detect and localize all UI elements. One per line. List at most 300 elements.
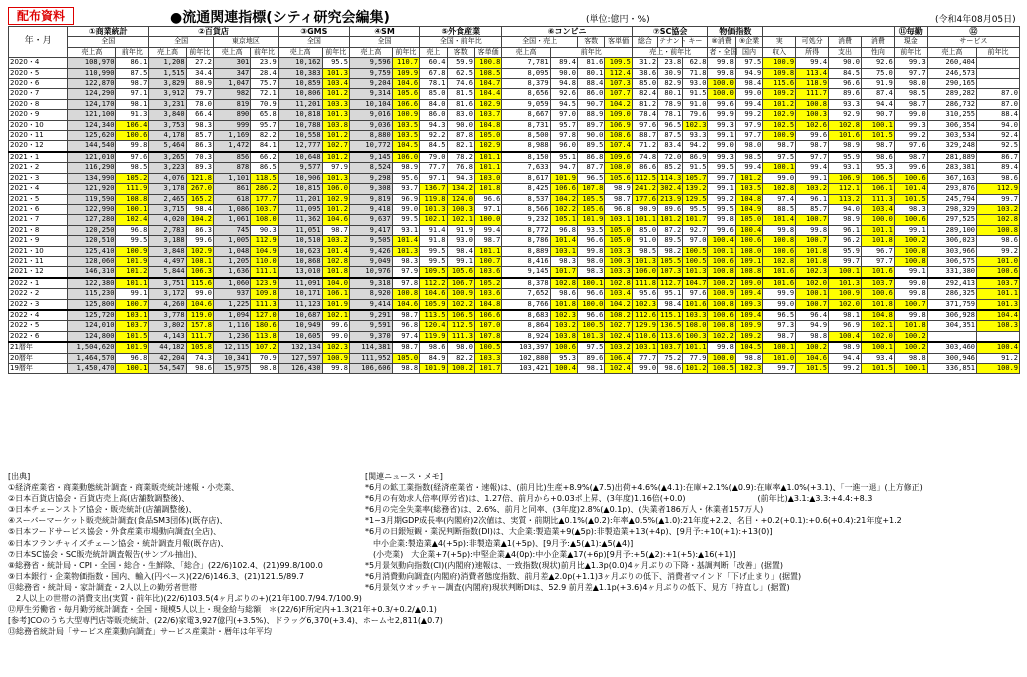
table-cell: 86.6 (632, 163, 657, 173)
table-cell: 107.8 (474, 331, 501, 342)
table-cell: 101.3 (420, 204, 447, 214)
row-label: 2021・7 (9, 215, 68, 225)
table-cell: 87.4 (861, 89, 894, 99)
table-cell: 103.8 (322, 120, 349, 130)
table-cell: 99.5 (708, 204, 735, 214)
table-cell: 101.2 (683, 364, 708, 374)
table-cell: 100.2 (708, 278, 735, 289)
table-cell: 99.8 (708, 68, 735, 78)
table-cell: 1,060 (214, 278, 251, 289)
table-cell: 98.6 (186, 364, 213, 374)
table-cell: 98.7 (861, 141, 894, 152)
table-cell: 99.2 (708, 194, 735, 204)
table-cell: 108,970 (68, 58, 116, 68)
table-cell: 98.7 (474, 236, 501, 246)
table-cell: 98.5 (735, 152, 762, 163)
table-cell: 85.0 (420, 89, 447, 99)
sub-commerce-national: 全国 (68, 37, 149, 47)
table-cell: 118.9 (796, 79, 829, 89)
table-cell: 101.1 (474, 152, 501, 163)
table-cell: 91.8 (420, 236, 447, 246)
table-cell: 97.7 (861, 256, 894, 266)
table-cell: 103.7 (977, 278, 1020, 289)
table-cell: 105.8 (186, 342, 213, 353)
row-label: 20暦年 (9, 353, 68, 363)
table-cell: 82.2 (251, 131, 278, 141)
table-cell: 98.7 (894, 152, 927, 163)
table-cell: 101.6 (829, 131, 862, 141)
table-cell: 99.1 (708, 184, 735, 194)
table-cell: 113.2 (829, 194, 862, 204)
table-cell: 10,772 (349, 141, 392, 152)
table-cell: 100.6 (894, 173, 927, 183)
table-cell: 101.2 (658, 215, 683, 225)
table-cell: 102.4 (605, 331, 632, 342)
table-cell: 101.0 (763, 353, 796, 363)
page-title: ●流通関連指標(シティ研究会編集) (170, 10, 390, 26)
table-cell: 101.4 (550, 236, 577, 246)
table-cell: 109.0 (735, 278, 762, 289)
table-cell: 104.2 (605, 99, 632, 109)
table-cell: 100.6 (708, 310, 735, 321)
group-gms: ③GMS (278, 27, 349, 37)
table-cell: 109.9 (392, 68, 419, 78)
table-cell: 99.5 (116, 236, 149, 246)
table-cell: 281,889 (927, 152, 976, 163)
table-cell: 213.9 (658, 194, 683, 204)
table-cell: 103.3 (474, 353, 501, 363)
table-cell: 99.3 (708, 120, 735, 130)
table-cell: 9,637 (349, 215, 392, 225)
table-cell: 102.0 (861, 331, 894, 342)
table-cell: 8,864 (502, 321, 550, 331)
table-cell: 99.2 (829, 364, 862, 374)
table-cell: 246,573 (927, 68, 976, 78)
table-cell: 100.8 (796, 99, 829, 109)
table-cell: 75.7 (251, 79, 278, 89)
table-cell: 76.8 (447, 163, 474, 173)
table-cell: 1,472 (214, 141, 251, 152)
table-cell: 10,510 (278, 236, 322, 246)
table-cell: 105.6 (447, 267, 474, 278)
table-cell: 78.0 (186, 99, 213, 109)
table-cell: 101.1 (474, 163, 501, 173)
row-label: 2022・6 (9, 331, 68, 342)
table-cell: 124,340 (68, 120, 116, 130)
group-commerce: ①商業統計 (68, 27, 149, 37)
table-cell: 103.2 (977, 204, 1020, 214)
col-domestic: 国内 (735, 47, 762, 57)
table-cell: 100.1 (829, 267, 862, 278)
sources-heading: [出典] (8, 472, 31, 481)
table-cell: 82.9 (658, 79, 683, 89)
table-cell: 99.8 (322, 364, 349, 374)
table-cell: 77.7 (420, 163, 447, 173)
table-cell: 104.6 (186, 299, 213, 310)
table-cell: 2,465 (149, 194, 186, 204)
table-cell: 102.1 (322, 310, 349, 321)
row-label: 2021・12 (9, 267, 68, 278)
table-cell: 109.9 (735, 321, 762, 331)
col-yoy: 前年比 (251, 47, 278, 57)
table-cell: 177.7 (251, 194, 278, 204)
table-cell: 100.8 (894, 256, 927, 266)
table-cell: 94.5 (550, 99, 577, 109)
table-cell: 100.5 (683, 246, 708, 256)
sub-service: サービス (927, 37, 1019, 47)
sub-cpi: ⑧消費 (708, 37, 735, 47)
table-cell: 98.0 (577, 256, 604, 266)
table-cell: 10,162 (278, 58, 322, 68)
table-cell: 30.9 (658, 68, 683, 78)
table-cell: 97.3 (763, 321, 796, 331)
sub-dept-tokyo: 東京地区 (214, 37, 279, 47)
table-cell: 109.8 (763, 68, 796, 78)
table-cell: 102.9 (186, 246, 213, 256)
table-cell: 86.0 (577, 89, 604, 99)
table-cell: 3,778 (149, 310, 186, 321)
table-cell: 9,318 (349, 278, 392, 289)
table-cell: 99.8 (708, 215, 735, 225)
table-cell: 112.6 (632, 310, 657, 321)
table-cell: 89.4 (550, 58, 577, 68)
table-cell: 9,308 (349, 184, 392, 194)
row-label: 2022・1 (9, 278, 68, 289)
table-cell: 101.3 (829, 278, 862, 289)
row-label: 2020・7 (9, 89, 68, 99)
table-cell: 115.6 (763, 79, 796, 89)
table-cell: 101.5 (861, 131, 894, 141)
table-cell: 101.3 (977, 299, 1020, 310)
header-row-sub3 (9, 47, 1020, 57)
table-cell: 1,047 (214, 79, 251, 89)
table-cell: 97.8 (550, 131, 577, 141)
table-cell: 98.9 (829, 342, 862, 353)
table-cell: 104.6 (392, 79, 419, 89)
table-cell: 108.5 (474, 68, 501, 78)
indicator-table-body (9, 58, 1020, 374)
table-cell: 119.8 (420, 194, 447, 204)
table-cell: 114.3 (658, 173, 683, 183)
table-cell: 102.8 (829, 120, 862, 130)
table-cell: 104.9 (251, 246, 278, 256)
table-cell: 98.5 (894, 89, 927, 99)
source-line: ②日本百貨店協会・百貨店売上高(店舗数調整後)、 (8, 494, 190, 504)
table-cell: 10,859 (278, 79, 322, 89)
table-cell: 83.0 (447, 110, 474, 120)
table-cell: 95.7 (251, 120, 278, 130)
table-cell: 109.8 (251, 289, 278, 299)
row-label: 2020・10 (9, 120, 68, 130)
row-label: 2021・2 (9, 163, 68, 173)
table-cell: 297,525 (927, 215, 976, 225)
row-label: 19暦年 (9, 364, 68, 374)
table-cell: 99.0 (763, 173, 796, 183)
table-cell: 286,732 (927, 99, 976, 109)
table-cell: 98.0 (894, 79, 927, 89)
table-cell: 347 (214, 68, 251, 78)
table-cell: 103.3 (605, 246, 632, 256)
table-cell: 13,010 (278, 267, 322, 278)
table-cell: 34.4 (186, 68, 213, 78)
table-cell: 100.1 (708, 246, 735, 256)
table-cell: 96.9 (829, 321, 862, 331)
table-cell: 106.5 (861, 173, 894, 183)
table-row (9, 204, 1020, 214)
table-cell: 90.9 (632, 204, 657, 214)
table-cell: 102.3 (322, 342, 349, 353)
table-cell: 91.9 (861, 79, 894, 89)
table-cell: 84.0 (420, 99, 447, 109)
table-cell: 97.9 (735, 120, 762, 130)
table-cell: 1,636 (214, 267, 251, 278)
table-cell: 8,924 (502, 331, 550, 342)
news-line: *6月の有効求人倍率(厚労省)は、1.27倍、前月から+0.03ポ上昇、(3年度)1.16倍(+0.0) (前年比)▲3.1:▲3.3:+4.4:+8.3 (365, 494, 873, 504)
table-row (9, 99, 1020, 109)
table-cell: 91.9 (447, 225, 474, 235)
table-cell: 125,410 (68, 246, 116, 256)
table-cell: 9,505 (349, 236, 392, 246)
table-cell: 103.8 (550, 331, 577, 342)
table-cell: 99.0 (763, 299, 796, 310)
table-cell: 98.1 (116, 99, 149, 109)
table-cell: 92.5 (977, 141, 1020, 152)
table-cell: 72.1 (251, 89, 278, 99)
table-cell: 91.2 (977, 353, 1020, 363)
table-cell: 95.5 (322, 58, 349, 68)
row-label: 2022・2 (9, 289, 68, 299)
table-cell: 10,623 (278, 246, 322, 256)
source-line: ⑫厚生労働省・毎月勤労統計調査・全国・規模5人以上・現金給与総額 ＊(22/6)F所定内+1.3(21年+0.3/+0.2/▲0.1) (8, 605, 437, 615)
table-cell: 8,772 (502, 225, 550, 235)
table-cell: 86.1 (116, 58, 149, 68)
table-cell: 105.0 (392, 353, 419, 363)
table-cell: 100.8 (708, 321, 735, 331)
col-sales: 売上高 (68, 47, 116, 57)
table-cell: 98.4 (658, 299, 683, 310)
sub-cgpi: ⑨企業 (735, 37, 762, 47)
table-cell: 84.5 (420, 141, 447, 152)
table-cell: 99.1 (116, 289, 149, 299)
table-cell: 108.8 (116, 194, 149, 204)
table-cell: 101.8 (796, 256, 829, 266)
group-foodservice: ⑤外食産業 (420, 27, 502, 37)
col-sales: 売上高 (278, 47, 322, 57)
news-line: *6月の鉱工業指数(経済産業省・速報)は、(前月比)生産+8.9%(▲7.5)出荷+4.6%(▲4.1):在庫+2.1%(▲0.9):在庫率▲1.0%(+3.1)、「一進一退」(上方修正) (365, 483, 923, 493)
table-cell: 83.4 (658, 141, 683, 152)
col-sales: 売上高 (349, 47, 392, 57)
table-cell: 109.4 (735, 310, 762, 321)
table-cell: 99.8 (763, 225, 796, 235)
source-line: ⑨日本銀行・企業物価指数・国内、輸入(円ベース)(22/6)146.3、(21)121.5/89.7 (8, 571, 304, 581)
table-cell: 102.3 (550, 310, 577, 321)
table-cell: 8,566 (502, 204, 550, 214)
table-cell: 100.4 (735, 225, 762, 235)
table-cell: 98.3 (577, 267, 604, 278)
table-cell: 101.3 (322, 173, 349, 183)
indicator-table (8, 26, 1020, 374)
col-sales: 売上高 (149, 47, 186, 57)
table-cell: 99.7 (708, 173, 735, 183)
table-cell: 89.6 (829, 89, 862, 99)
table-cell: 4,497 (149, 256, 186, 266)
table-cell: 67.8 (420, 68, 447, 78)
table-cell: 10,976 (349, 267, 392, 278)
table-cell: 100.8 (474, 58, 501, 68)
table-cell: 982 (214, 89, 251, 99)
table-cell: 106.1 (322, 289, 349, 299)
table-cell: 8,988 (502, 141, 550, 152)
table-cell: 3,751 (149, 278, 186, 289)
table-cell: 104.6 (322, 215, 349, 225)
table-row (9, 110, 1020, 120)
table-cell: 103.6 (474, 267, 501, 278)
table-cell: 100.7 (894, 299, 927, 310)
table-cell: 122,990 (68, 204, 116, 214)
table-cell: 99.0 (186, 289, 213, 299)
table-cell: 99.0 (322, 331, 349, 342)
table-cell: 101.4 (322, 246, 349, 256)
table-cell: 100.6 (735, 236, 762, 246)
table-cell: 1,101 (214, 173, 251, 183)
table-cell: 136.5 (658, 321, 683, 331)
table-cell: 8,095 (502, 68, 550, 78)
table-cell: 302.4 (658, 184, 683, 194)
table-cell: 303,534 (927, 131, 976, 141)
table-cell: 101.3 (322, 110, 349, 120)
table-cell: 125,620 (68, 131, 116, 141)
table-cell: 129.9 (632, 321, 657, 331)
sub-cvs-unit-price: 客単価 (605, 37, 632, 47)
table-cell: 9,596 (349, 58, 392, 68)
table-cell: 106.6 (392, 99, 419, 109)
row-label: 2022・4 (9, 310, 68, 321)
table-cell: 111.7 (186, 331, 213, 342)
table-cell: 98.8 (894, 353, 927, 363)
sub-cvs-sales: 全国・売上 (502, 37, 578, 47)
table-cell: 139.2 (683, 184, 708, 194)
table-cell: 113.6 (658, 331, 683, 342)
table-cell: 99.0 (632, 364, 657, 374)
table-cell: 103.1 (550, 246, 577, 256)
table-cell: 104.7 (474, 79, 501, 89)
table-row (9, 364, 1020, 374)
table-cell: 5,844 (149, 267, 186, 278)
table-cell: 100.3 (683, 331, 708, 342)
table-cell: 103.5 (392, 131, 419, 141)
table-cell: 105.6 (605, 173, 632, 183)
table-cell: 8,617 (502, 173, 550, 183)
table-cell: 9,759 (349, 68, 392, 78)
table-cell: 94.0 (977, 120, 1020, 130)
table-cell: 100.4 (708, 236, 735, 246)
table-cell: 105.1 (550, 215, 577, 225)
table-cell: 112.9 (251, 236, 278, 246)
table-cell: 99.0 (894, 110, 927, 120)
table-row (9, 278, 1020, 289)
table-cell: 10,171 (278, 289, 322, 299)
table-cell: 42,204 (149, 353, 186, 363)
table-cell: 9,059 (502, 99, 550, 109)
table-cell: 10,341 (214, 353, 251, 363)
sub-sc-tenant: テナント (659, 37, 687, 46)
table-cell: 99.0 (708, 141, 735, 152)
table-cell: 91.3 (116, 110, 149, 120)
table-cell: 100.6 (116, 131, 149, 141)
table-cell: 101.2 (735, 173, 762, 183)
table-cell: 106.9 (605, 120, 632, 130)
table-cell: 70.9 (251, 99, 278, 109)
col-propensity: 性向 (861, 47, 894, 57)
table-cell: 104.9 (735, 204, 762, 214)
table-cell: 89.3 (186, 163, 213, 173)
table-cell: 87.7 (577, 163, 604, 173)
table-cell: 93.5 (577, 225, 604, 235)
table-cell: 124.0 (447, 194, 474, 204)
table-cell: 100.5 (708, 364, 735, 374)
table-cell: 1,061 (214, 215, 251, 225)
table-cell: 104.8 (735, 194, 762, 204)
table-cell: 96.6 (577, 289, 604, 299)
table-cell: 111.1 (251, 267, 278, 278)
table-cell: 99.4 (796, 163, 829, 173)
table-cell: 96.1 (829, 225, 862, 235)
table-cell: 103.2 (605, 342, 632, 353)
header-row-sub2 (9, 37, 1020, 47)
table-cell: 99.3 (894, 120, 927, 130)
table-cell: 1,504,620 (68, 342, 116, 353)
table-cell: 4,143 (149, 331, 186, 342)
table-cell: 10,605 (278, 331, 322, 342)
table-cell: 104.2 (186, 215, 213, 225)
table-row (9, 173, 1020, 183)
table-cell: 10,104 (349, 99, 392, 109)
table-cell: 11,123 (278, 299, 322, 310)
table-cell: 104.2 (550, 194, 577, 204)
table-cell: 103.1 (116, 310, 149, 321)
table-cell: 99.3 (708, 152, 735, 163)
table-cell: 106.6 (550, 184, 577, 194)
table-cell: 878 (214, 163, 251, 173)
table-cell: 96.5 (763, 310, 796, 321)
table-cell: 103.3 (322, 99, 349, 109)
table-cell: 304,351 (927, 321, 976, 331)
table-cell: 1,094 (214, 310, 251, 321)
table-row (9, 163, 1020, 173)
table-cell: 4,178 (149, 131, 186, 141)
table-cell: 99.4 (796, 58, 829, 68)
table-cell: 60.4 (420, 58, 447, 68)
table-row (9, 225, 1020, 235)
table-cell: 96.6 (577, 236, 604, 246)
table-cell: 999 (214, 120, 251, 130)
table-cell: 371,759 (927, 299, 976, 310)
table-cell: 100.6 (861, 289, 894, 299)
table-cell (977, 58, 1020, 68)
table-cell: 9,298 (349, 173, 392, 183)
col-yoy: 前年比 (116, 47, 149, 57)
table-cell: 100.1 (577, 278, 604, 289)
table-cell: 65.8 (251, 110, 278, 120)
table-cell: 82.2 (447, 353, 474, 363)
table-cell: 102.3 (683, 120, 708, 130)
table-cell: 101.8 (550, 299, 577, 310)
table-cell: 10,949 (278, 321, 322, 331)
table-cell: 104.8 (474, 299, 501, 310)
table-cell: 124,800 (68, 331, 116, 342)
table-cell: 71.8 (683, 68, 708, 78)
col-expenditure: 支出 (829, 47, 862, 57)
